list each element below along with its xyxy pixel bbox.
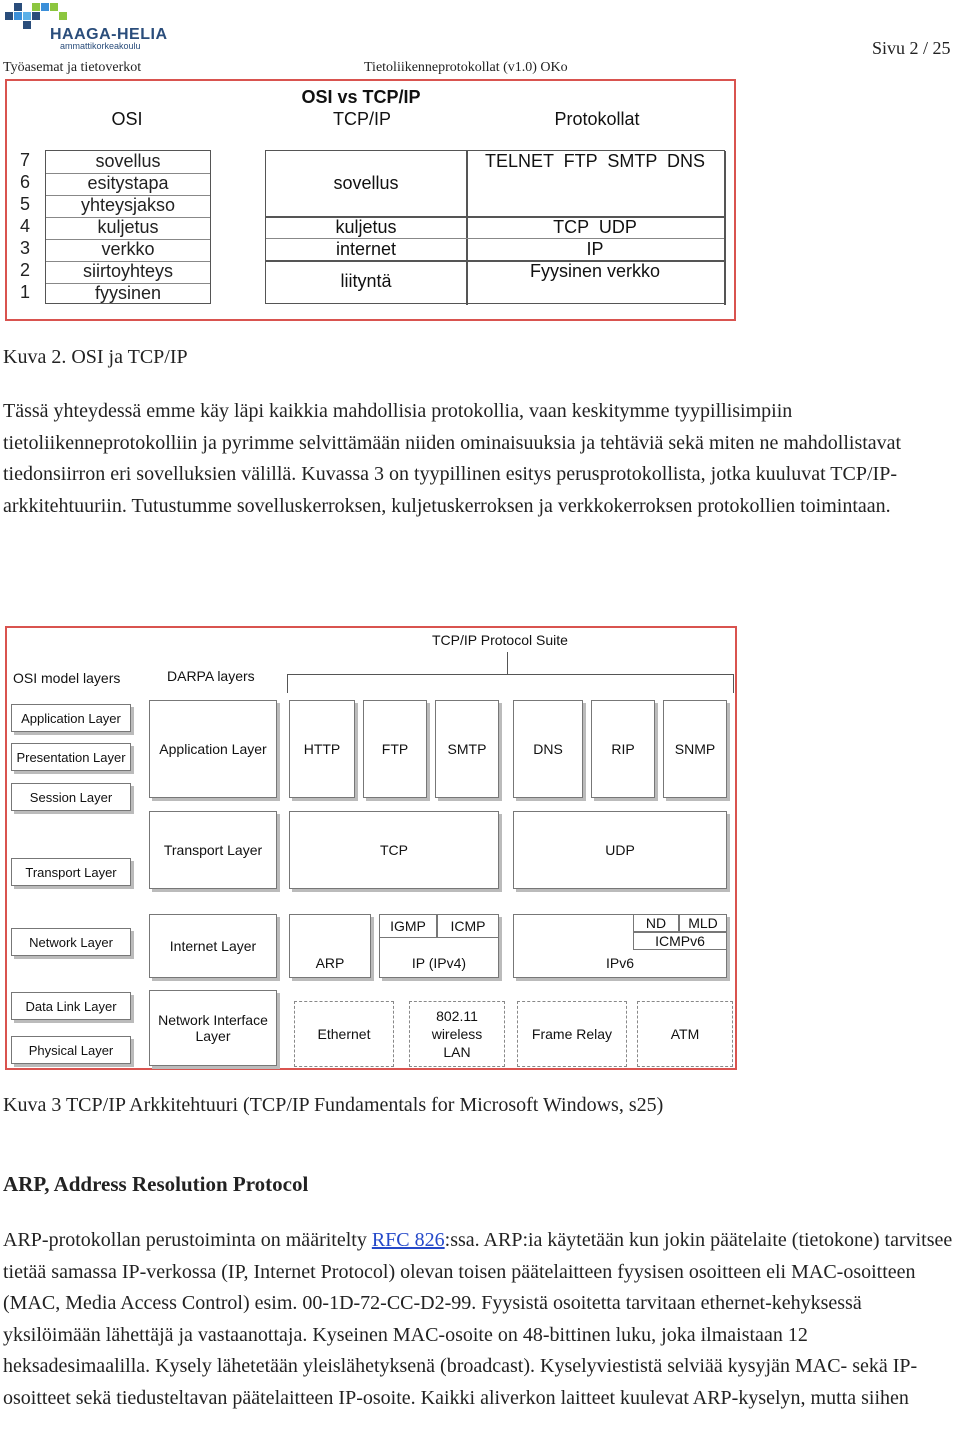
logo-subtitle: ammattikorkeakoulu	[60, 41, 141, 51]
darpa-layer-application: Application Layer	[149, 700, 277, 798]
osi-layer: sovellus	[46, 151, 210, 174]
arp-text-start: ARP-protokollan perustoiminta on määritelty	[3, 1229, 372, 1251]
tcpip-layer: kuljetus	[335, 217, 397, 237]
suite-title: TCP/IP Protocol Suite	[432, 632, 568, 648]
page-number: Sivu 2 / 25	[872, 38, 951, 58]
protocol-igmp: IGMP	[379, 914, 437, 938]
figure-tcpip-protocol-suite	[5, 626, 737, 1070]
osi-number: 6	[19, 172, 30, 192]
figure1-col-tcpip: TCP/IP	[332, 109, 391, 129]
protocol-dns: DNS	[513, 700, 583, 798]
osi-layer-presentation: Presentation Layer	[11, 743, 131, 771]
osi-layer: siirtoyhteys	[46, 261, 210, 284]
figure1-col-osi: OSI	[111, 109, 143, 129]
suite-bracket	[287, 674, 734, 693]
figure-osi-vs-tcpip	[5, 79, 736, 321]
protocol-tcp: TCP	[289, 811, 499, 889]
suite-bracket-stem	[507, 652, 508, 674]
osi-header: OSI model layers	[13, 670, 121, 686]
tcpip-layer: sovellus	[333, 173, 399, 193]
intro-paragraph: Tässä yhteydessä emme käy läpi kaikkia mahdollisia protokollia, vaan keskitymme tyypillisimpiin tietoliikenneprotokolliin ja pyrimme selvittämään niiden ominaisuuksia ja tehtäviä sekä miten ne mahdollistavat tiedonsiirron eri sovelluksien välillä. Kuvassa 3 on tyypillinen esitys perusprotokollista, jotka kuuluvat TCP/IP-arkkitehtuuriin. Tutustumme sovelluskerroksen, kuljetuskerroksen ja verkkokerroksen protokollien toimintaan.	[3, 400, 902, 517]
protocols-application: TELNET FTP SMTP DNS	[484, 151, 706, 171]
darpa-layer-transport: Transport Layer	[149, 811, 277, 889]
darpa-layer-network-interface: Network Interface Layer	[149, 990, 277, 1066]
figure1-col-protocols: Protokollat	[554, 109, 640, 129]
osi-layer-application: Application Layer	[11, 704, 131, 732]
darpa-header: DARPA layers	[167, 668, 255, 684]
protocol-rip: RIP	[591, 700, 655, 798]
arp-text-rest: :ssa. ARP:ia käytetään kun jokin päätelaite (tietokone) tarvitsee tietää samassa IP-verkossa (IP, Internet Protocol) olevan toisen päätelaitteen fyysisen osoitteen eli MAC-osoitteen (MAC, Media Access Control) esim. 00-1D-72-CC-D2-99. Fyysistä osoitetta tarvitaan ethernet-kehyksessä yksilöimään lähettäjä ja vastaanottaja. Kyseinen MAC-osoite on 48-bittinen luku, joka ilmaistaan 12 heksadesimaalilla. Kysely lähetetään yleislähetyksenä (broadcast). Kyselyviestistä selviää kysyjän MAC- sekä IP-osoitteet sekä tiedusteltavan päätelaitteen IP-osoite. Kaikki aliverkon laitteet kuulevat ARP-kyselyn, mutta siihen	[3, 1229, 953, 1409]
protocol-nd: ND	[633, 914, 679, 932]
osi-number: 7	[19, 150, 30, 170]
protocol-ftp: FTP	[363, 700, 427, 798]
osi-number: 3	[19, 238, 30, 258]
protocol-ethernet: Ethernet	[294, 1001, 394, 1067]
protocol-http: HTTP	[289, 700, 355, 798]
section-heading-arp: ARP, Address Resolution Protocol	[3, 1172, 309, 1196]
protocol-mld: MLD	[679, 914, 727, 932]
protocol-ipv4: IP (IPv4)	[379, 914, 499, 978]
figure1-title: OSI vs TCP/IP	[301, 87, 421, 107]
protocols-transport: TCP UDP	[553, 217, 637, 237]
header-course: Työasemat ja tietoverkot	[3, 60, 142, 75]
osi-layer: verkko	[46, 239, 210, 262]
protocol-atm: ATM	[637, 1001, 733, 1067]
rfc-826-link[interactable]: RFC 826	[371, 1229, 445, 1251]
tcpip-layer: liityntä	[340, 271, 392, 291]
protocol-smtp: SMTP	[435, 700, 499, 798]
protocol-icmp: ICMP	[437, 914, 499, 938]
osi-layer: yhteysjakso	[46, 195, 210, 218]
osi-layer-stack	[45, 150, 211, 304]
osi-layer-physical: Physical Layer	[11, 1036, 131, 1064]
tcpip-layer: internet	[335, 239, 397, 259]
tcpip-protocol-grid	[265, 150, 725, 304]
osi-layer: kuljetus	[46, 217, 210, 240]
osi-layer-data-link: Data Link Layer	[11, 992, 131, 1020]
osi-number: 2	[19, 260, 30, 280]
osi-number: 4	[19, 216, 30, 236]
protocol-udp: UDP	[513, 811, 727, 889]
protocol-snmp: SNMP	[663, 700, 727, 798]
darpa-layer-internet: Internet Layer	[149, 914, 277, 978]
osi-layer-transport: Transport Layer	[11, 858, 131, 886]
protocol-icmpv6: ICMPv6	[633, 932, 727, 950]
osi-number: 1	[19, 282, 30, 302]
osi-layer-network: Network Layer	[11, 928, 131, 956]
logo-name: HAAGA-HELIA	[50, 26, 168, 43]
protocol-arp: ARP	[289, 914, 371, 978]
protocols-physical: Fyysinen verkko	[529, 261, 661, 281]
header-document-title: Tietoliikenneprotokollat (v1.0) OKo	[364, 60, 568, 75]
figure1-caption: Kuva 2. OSI ja TCP/IP	[3, 346, 188, 368]
osi-layer: esitystapa	[46, 173, 210, 196]
osi-layer-session: Session Layer	[11, 783, 131, 811]
protocol-frame-relay: Frame Relay	[517, 1001, 627, 1067]
arp-paragraph	[3, 1225, 953, 1414]
osi-layer: fyysinen	[94, 283, 162, 303]
protocols-internet: IP	[586, 239, 604, 259]
protocol-ipv6: IPv6	[513, 914, 727, 978]
protocol-wireless-lan: 802.11 wireless LAN	[409, 1001, 505, 1067]
osi-number: 5	[19, 194, 30, 214]
figure2-caption: Kuva 3 TCP/IP Arkkitehtuuri (TCP/IP Fundamentals for Microsoft Windows, s25)	[3, 1094, 664, 1116]
